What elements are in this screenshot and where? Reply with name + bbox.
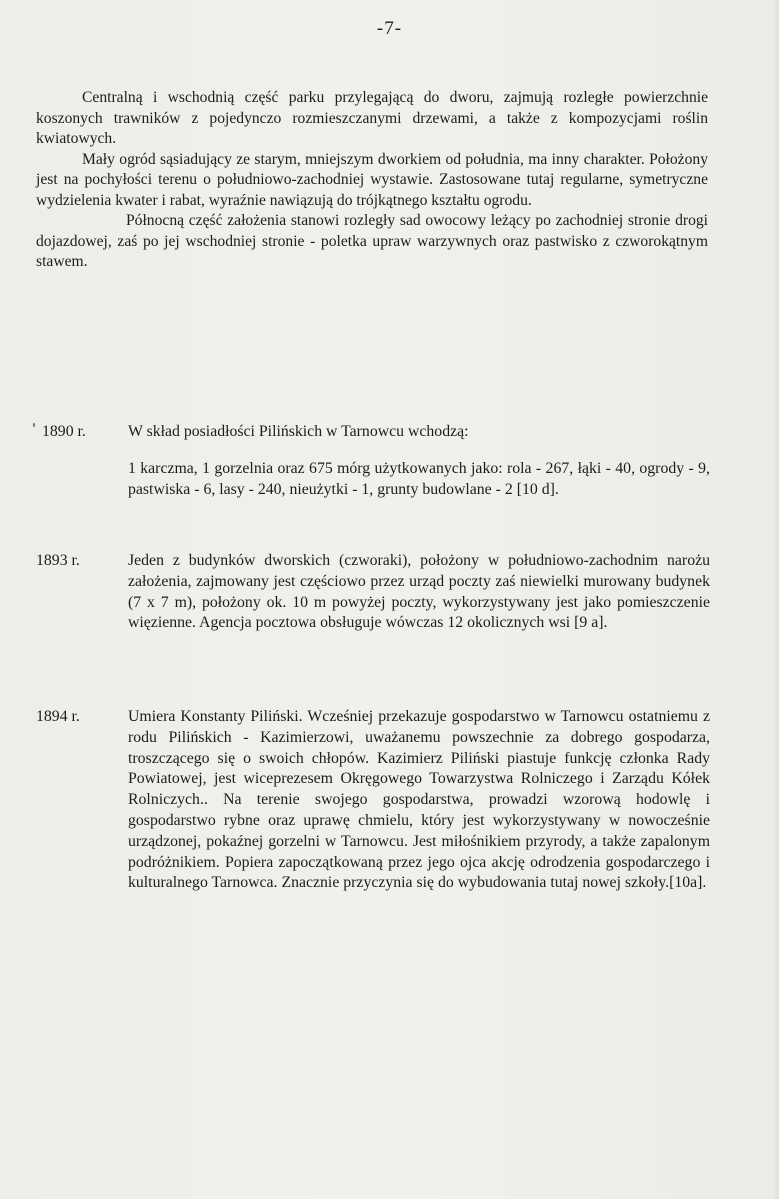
entry-body [128,422,710,500]
intro-paragraph-2: Mały ogród sąsiadujący ze starym, mniejszym dworkiem od południa, ma inny charakter. Położony jest na pochyłości terenu o południowo-zachodniej wystawie. Zastosowane tutaj regularne, symetryczne wydzielenia kwater i rabat, wyraźnie nawiązują do trójkątnego kształtu ogrodu. [36,150,708,209]
entry-paragraph: Umiera Konstanty Piliński. Wcześniej przekazuje gospodarstwo w Tarnowcu ostatniemu z rodu Pilińskich - Kazimierzowi, uważanemu powszechnie za dobrego gospodarza, troszczącego się o swoich chłopów. Kazimierz Piliński piastuje funkcję członka Rady Powiatowej, jest wiceprezesem Okręgowego Towarzystwa Rolniczego i Zarządu Kółek Rolniczych.. Na terenie swojego gospodarstwa, prowadzi wzorową hodowlę i gospodarstwo rybne oraz uprawę chmielu, który jest wykorzystywany w nowocześnie urządzonej, pokaźnej gorzelni w Tarnowcu. Jest miłośnikiem przyrody, a także zapalonym podróżnikiem. Popiera zapoczątkowaną przez jego ojca akcję odrodzenia gospodarczego i kulturalnego Tarnowca. Znacznie przyczynia się do wybudowania tutaj nowej szkoły.[10a]. [128,708,710,892]
entry-paragraph: 1 karczma, 1 gorzelnia oraz 675 mórg użytkowanych jako: rola - 267, łąki - 40, ogrody - 9, pastwiska - 6, lasy - 240, nieużytki - 1, grunty budowlane - 2 [10 d]. [128,459,710,498]
entry-paragraph: W skład posiadłości Pilińskich w Tarnowcu wchodzą: [128,423,469,440]
margin-mark [33,423,35,427]
intro-paragraph-1: Centralną i wschodnią część parku przylegającą do dworu, zajmują rozległe powierzchnie koszonych trawników z pojedynczo rozmieszczanymi drzewami, a także z kompozycjami roślin kwiatowych. [36,89,708,147]
intro-section [36,88,708,273]
entry-year: 1893 r. [36,552,80,569]
entry-body [128,707,710,894]
page-edge-shadow [773,0,779,1199]
page-number: -7- [376,18,403,39]
entry-paragraph: Jeden z budynków dworskich (czworaki), położony w południowo-zachodnim narożu założenia, zajmowany jest częściowo przez urząd poczty zaś niewielki murowany budynek (7 x 7 m), położony ok. 10 m powyżej poczty, wykorzystywany jest jako pomieszczenie więzienne. Agencja pocztowa obsługuje wówczas 12 okolicznych wsi [9 a]. [128,552,710,632]
entry-year: 1890 r. [42,423,86,440]
intro-paragraph-3: Północną część założenia stanowi rozległy sad owocowy leżący po zachodniej stronie drogi dojazdowej, zaś po jej wschodniej stronie - poletka upraw warzywnych oraz pastwisko z czworokątnym stawem. [36,212,708,270]
entry-body [128,551,710,634]
entry-year: 1894 r. [36,708,80,725]
